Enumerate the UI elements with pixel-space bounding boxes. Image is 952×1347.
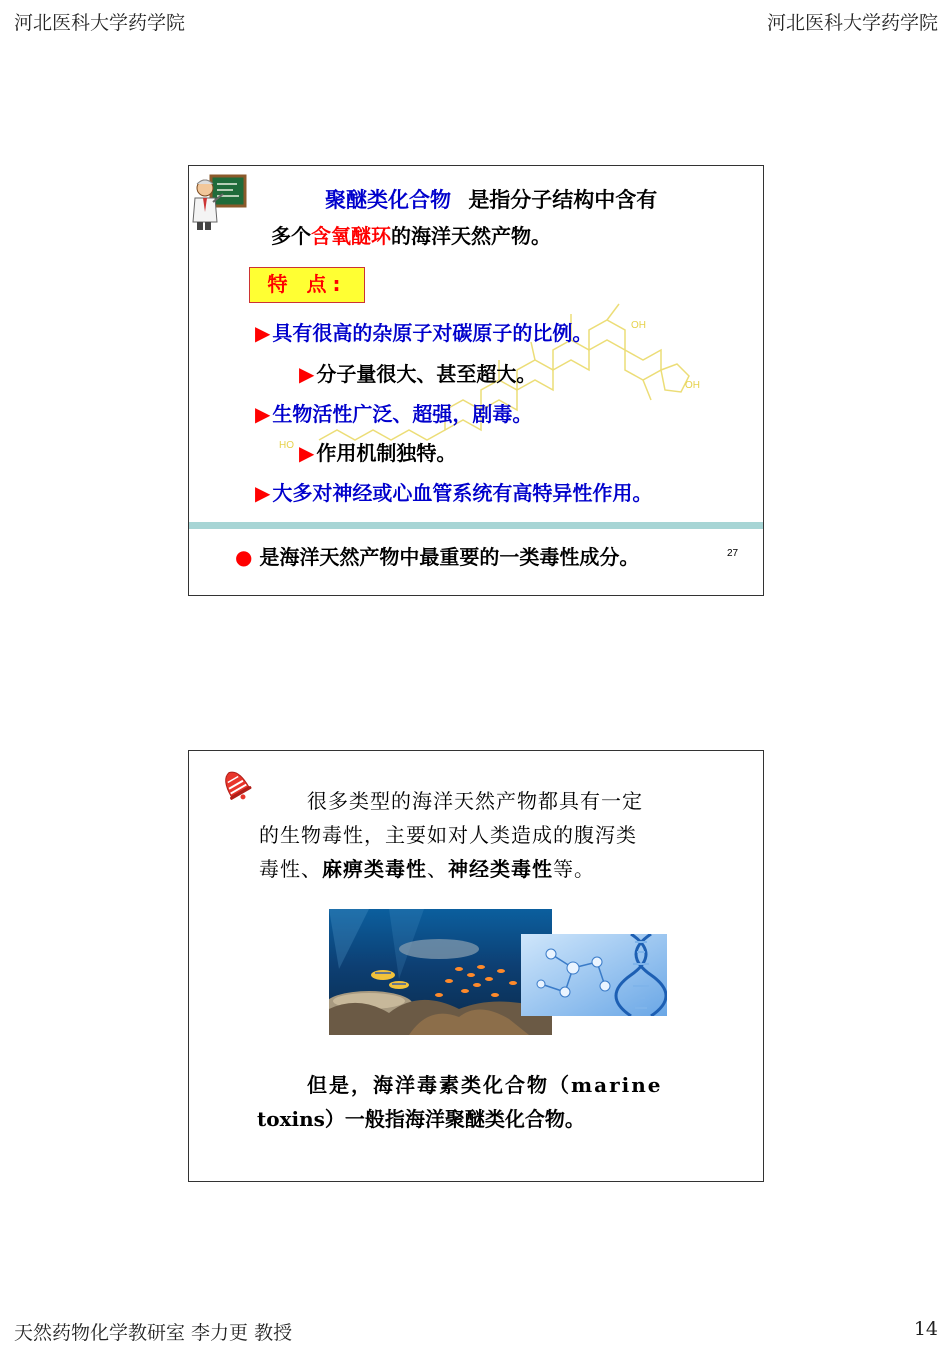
intro-text-3c: 、 [427,857,448,881]
features-badge: 特 点: [249,267,365,303]
watermark-ho-label: HO [279,440,294,451]
term-oxygen-ether-ring: 含氧醚环 [311,224,391,248]
feature-sub-2-text: 作用机制独特。 [316,441,457,465]
feature-bullet-2-text: 生物活性广泛、超强，剧毒。 [272,402,533,426]
watermark-oh-label-1: OH [631,320,646,331]
term-marine-polyethers: 海洋聚醚类化合物。 [404,1107,585,1131]
header-left-text: 河北医科大学药学院 [14,12,186,34]
red-dot-bullet-icon: ● [235,545,253,569]
slide-number: 27 [727,548,739,559]
definition-line-1 [325,184,657,214]
conclusion-line [235,541,639,570]
definition-text-2b: 的海洋天然产物。 [391,224,551,248]
coral-reef-photo [329,909,552,1035]
feature-bullet-1-text: 具有很高的杂原子对碳原子的比例。 [272,321,593,345]
definition-text-2a: 多个 [271,224,311,248]
feature-bullet-2 [255,398,532,427]
header-right-text: 河北医科大学药学院 [766,12,938,34]
term-paralytic-toxicity: 麻痹类毒性 [322,857,427,881]
triangle-bullet-icon: ▶ [255,481,271,505]
definition-line-2 [271,220,551,249]
note-para-line-1: 但是，海洋毒素类化合物（marine [307,1073,663,1097]
teacher-blackboard-icon [191,172,249,234]
intro-para-line-1: 很多类型的海洋天然产物都具有一定 [307,789,643,813]
term-neuro-toxicity: 神经类毒性 [448,857,553,881]
conclusion-text: 是海洋天然产物中最重要的一类毒性成分。 [259,545,640,569]
intro-para-line-2: 的生物毒性，主要如对人类造成的腹泻类 [259,823,637,847]
feature-bullet-3-text: 大多对神经或心血管系统有高特异性作用。 [272,481,653,505]
triangle-bullet-icon: ▶ [255,321,271,345]
feature-sub-2 [299,437,456,466]
slide-marine-toxins [188,750,764,1182]
feature-bullet-3 [255,477,652,506]
triangle-bullet-icon: ▶ [299,441,315,465]
slide-divider [189,522,764,529]
note-para-line-2 [257,1103,585,1132]
bell-icon [215,763,255,803]
watermark-oh-label-2: OH [685,380,700,391]
slide-polyether-definition [188,165,764,596]
intro-text-3a: 毒性、 [259,857,322,881]
intro-para-line-3 [259,853,595,882]
note-text-2a: toxins）一般指 [257,1107,405,1131]
definition-text-1: 是指分子结构中含有 [468,188,658,212]
dna-molecule-photo [521,934,667,1016]
feature-bullet-1 [255,317,592,346]
footer-author-text: 天然药物化学教研室 李力更 教授 [14,1322,293,1344]
triangle-bullet-icon: ▶ [255,402,271,426]
triangle-bullet-icon: ▶ [299,362,315,386]
footer-page-number: 14 [913,1318,938,1340]
term-polyether: 聚醚类化合物 [325,188,451,212]
intro-text-3e: 等。 [553,857,595,881]
feature-sub-1-text: 分子量很大、甚至超大。 [316,362,537,386]
feature-sub-1 [299,358,536,387]
